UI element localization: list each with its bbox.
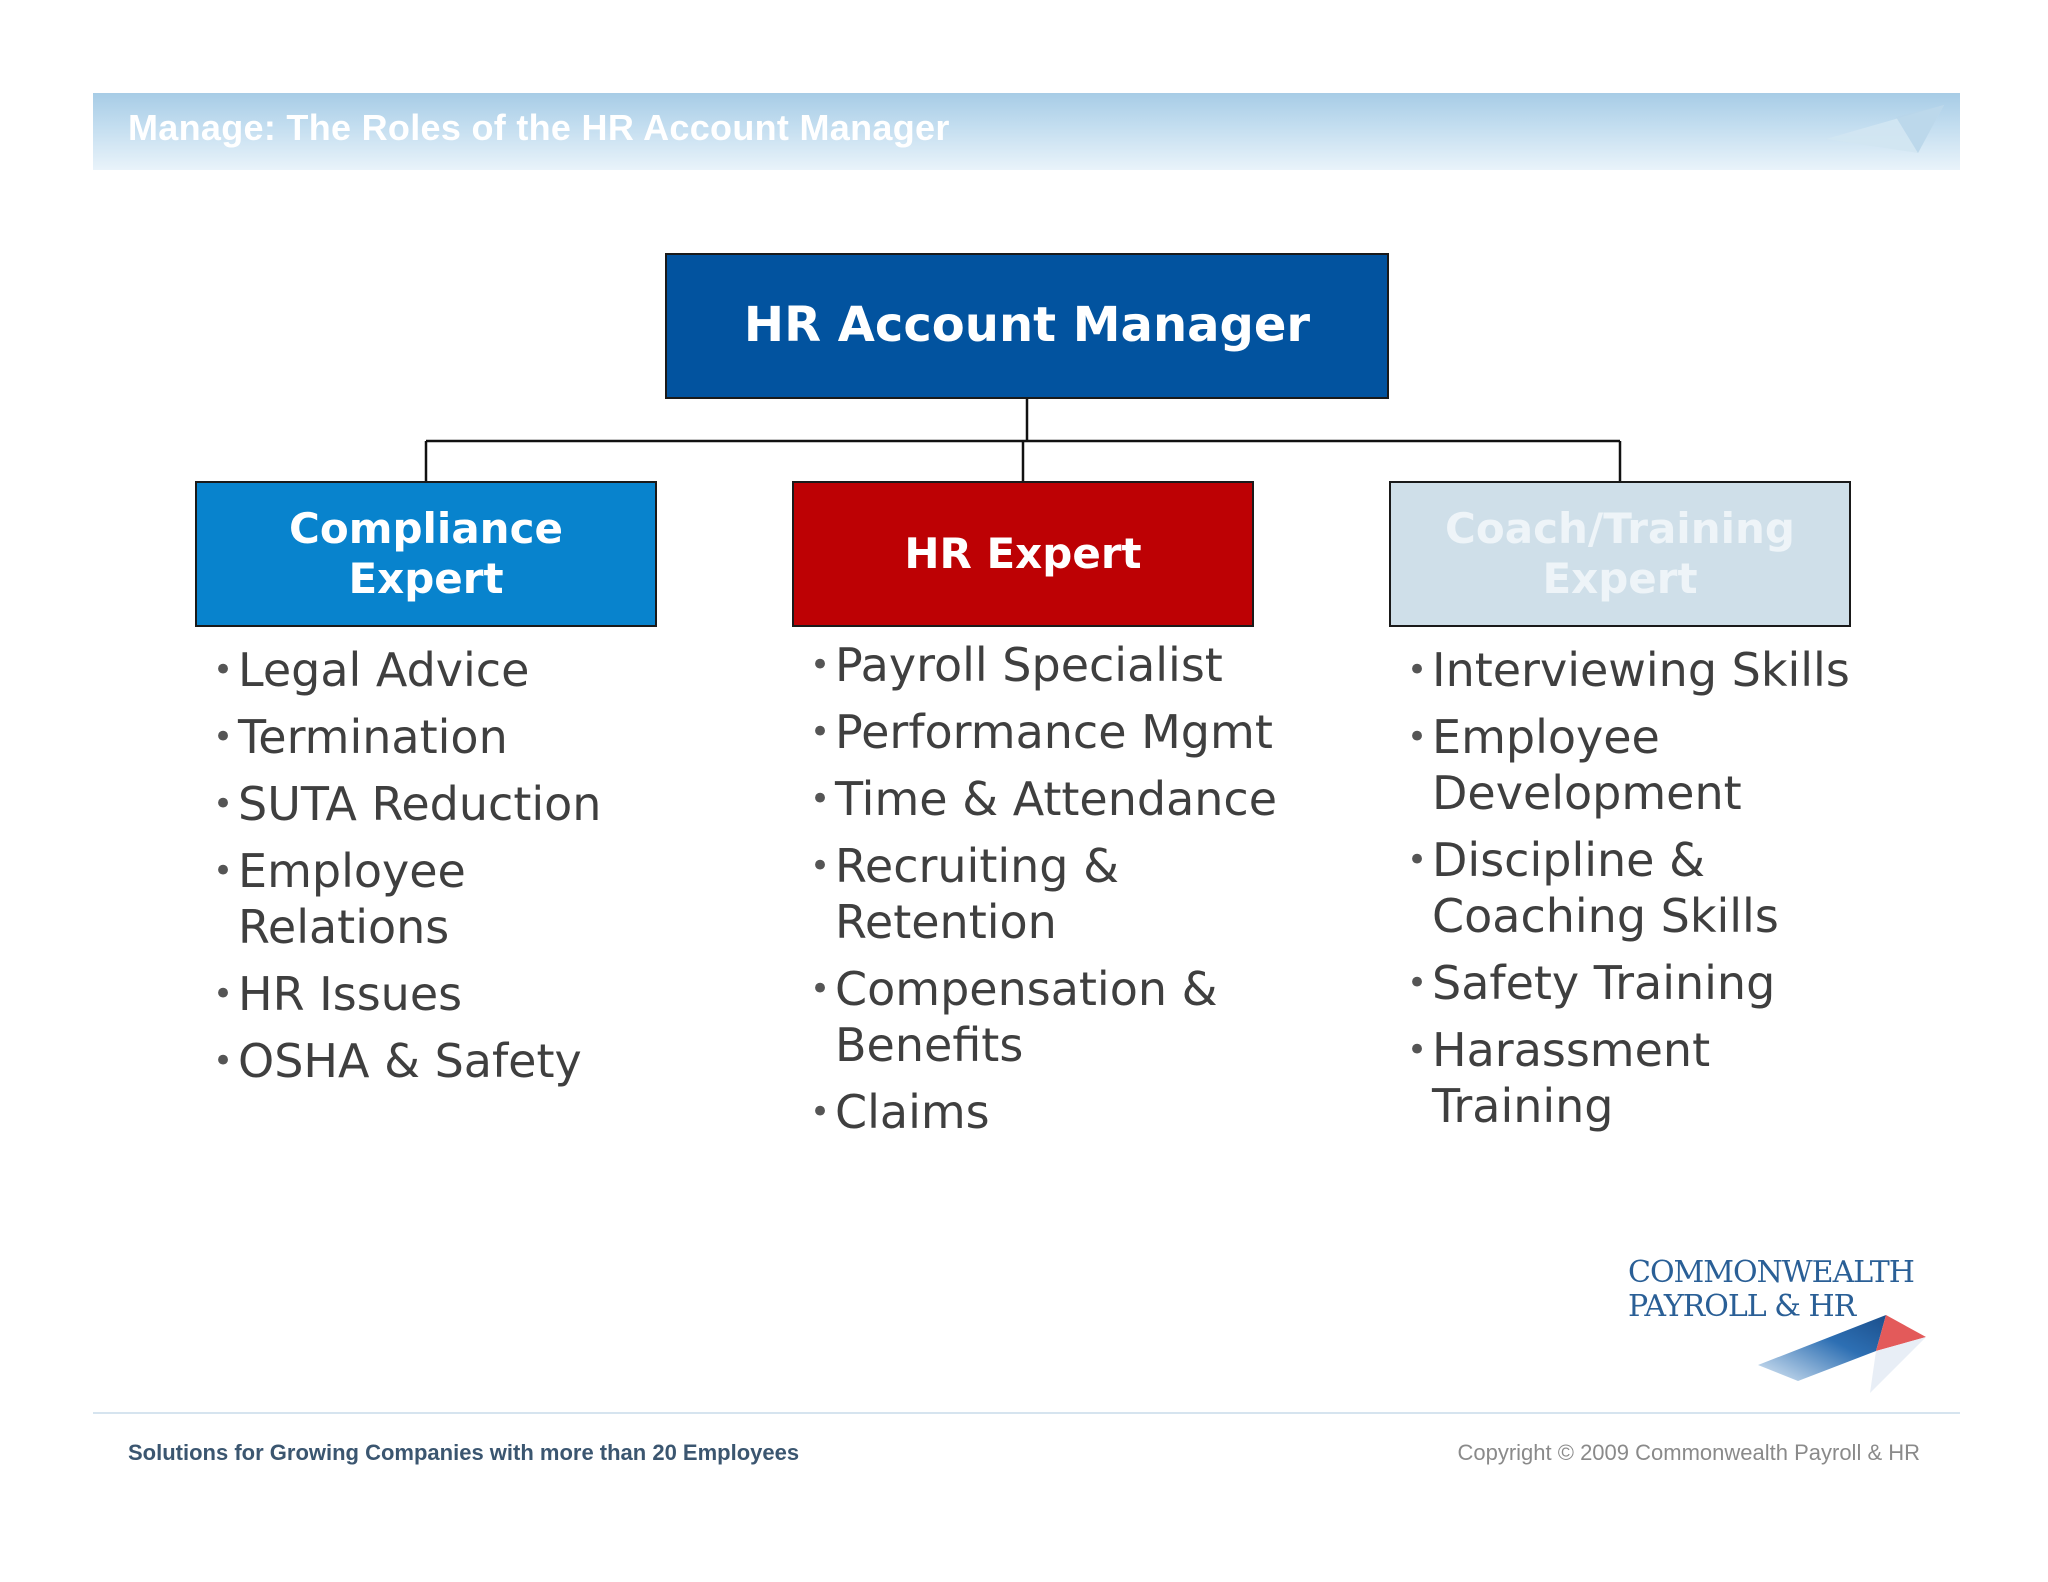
list-item: • Harassment Training <box>1407 1022 1887 1134</box>
list-item: • Legal Advice <box>213 642 653 698</box>
list-item: • Employee Relations <box>213 843 653 955</box>
logo-text-line-1: COMMONWEALTH <box>1628 1255 1914 1290</box>
compliance-title-line-2: Expert <box>348 554 504 603</box>
coach-title-line-1: Coach/Training <box>1445 503 1795 553</box>
list-item: • Discipline & Coaching Skills <box>1407 832 1887 944</box>
footer-tagline: Solutions for Growing Companies with more than 20 Employees <box>128 1440 800 1465</box>
footer-divider <box>93 1412 1960 1414</box>
root-title: HR Account Manager <box>743 297 1311 354</box>
list-item: • Time & Attendance <box>810 771 1280 827</box>
logo-swoosh-icon <box>1758 1313 1928 1395</box>
hr-expert-title: HR Expert <box>904 528 1142 578</box>
list-item: • Termination <box>213 709 653 765</box>
coach-training-duties-list <box>1407 642 1887 1145</box>
hr-expert-duties-list <box>810 637 1280 1151</box>
list-item: • Compensation & Benefits <box>810 961 1280 1073</box>
logo-text-line-2: PAYROLL & HR <box>1628 1289 1856 1324</box>
header-band <box>93 93 1960 170</box>
paper-plane-icon <box>1826 103 1944 159</box>
list-item: • Performance Mgmt <box>810 704 1280 760</box>
footer-copyright: Copyright © 2009 Commonwealth Payroll & HR <box>1457 1440 1920 1465</box>
compliance-expert-box <box>195 481 657 627</box>
list-item: • Payroll Specialist <box>810 637 1280 693</box>
compliance-title-line-1: Compliance <box>289 503 563 553</box>
hr-account-manager-box <box>665 253 1389 399</box>
company-logo <box>1628 1255 1928 1385</box>
coach-training-expert-box <box>1389 481 1851 627</box>
list-item: • Interviewing Skills <box>1407 642 1887 698</box>
list-item: • Recruiting & Retention <box>810 838 1280 950</box>
hr-expert-box <box>792 481 1254 627</box>
compliance-duties-list <box>213 642 653 1100</box>
list-item: • Safety Training <box>1407 955 1887 1011</box>
list-item: • Employee Development <box>1407 709 1887 821</box>
coach-title-line-2: Expert <box>1542 554 1698 603</box>
list-item: • HR Issues <box>213 966 653 1022</box>
page-title: Manage: The Roles of the HR Account Manager <box>128 107 950 148</box>
list-item: • OSHA & Safety <box>213 1033 653 1089</box>
list-item: • Claims <box>810 1084 1280 1140</box>
list-item: • SUTA Reduction <box>213 776 653 832</box>
